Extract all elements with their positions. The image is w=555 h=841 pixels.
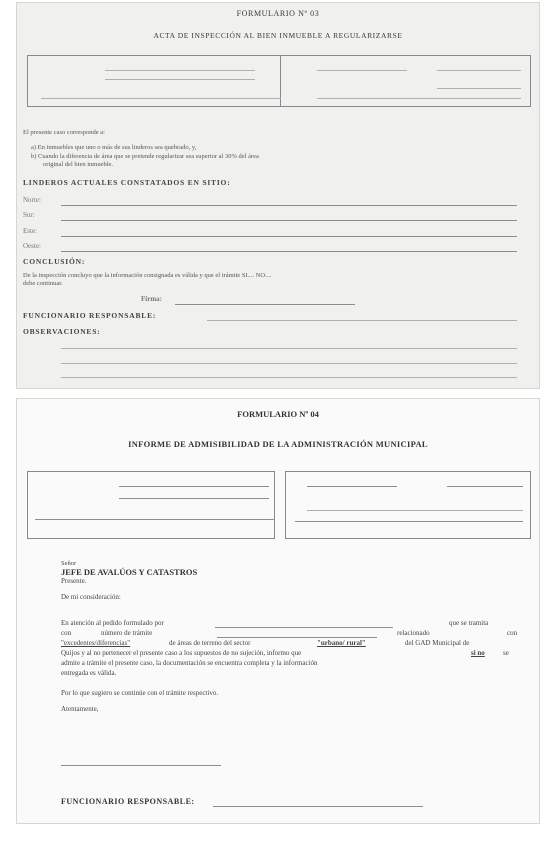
- form-04-box-field[interactable]: [295, 521, 523, 522]
- form-04-p1-e: relacionado: [397, 629, 430, 637]
- form-03-este-field[interactable]: [61, 236, 517, 237]
- form-04-box-field[interactable]: [119, 498, 269, 499]
- form-04-p1-line3-se: se: [503, 649, 509, 657]
- form-03-firma-field[interactable]: [175, 304, 355, 305]
- form-03-observaciones-line[interactable]: [61, 377, 517, 378]
- form-04-greeting: De mi consideración:: [61, 593, 121, 601]
- form-03-observaciones-line[interactable]: [61, 348, 517, 349]
- form-04-presente: Presente.: [61, 577, 87, 585]
- form-03-oeste-field[interactable]: [61, 251, 517, 252]
- form-04-p1-line3-sino: si no: [471, 649, 485, 657]
- form-04-box-field[interactable]: [447, 486, 523, 487]
- form-04-solicitante-field[interactable]: [215, 627, 393, 628]
- form-03-este-label: Este:: [23, 227, 37, 235]
- form-03-box-field[interactable]: [317, 70, 407, 71]
- form-04-p1-line5: entregada es válida.: [61, 669, 117, 677]
- form-03-title: ACTA DE INSPECCIÓN AL BIEN INMUEBLE A REGULARIZARSE: [153, 31, 403, 40]
- form-03-box-field[interactable]: [41, 98, 281, 99]
- form-03-oeste-label: Oeste:: [23, 242, 41, 250]
- form-04-p1-i: "urbano/ rural": [317, 639, 366, 647]
- form-04-left-box: [27, 471, 275, 539]
- form-03-box-field[interactable]: [437, 70, 521, 71]
- form-04-p1-a: En atención al pedido formulado por: [61, 619, 164, 627]
- form-03-box-field[interactable]: [105, 70, 255, 71]
- form-03-conclusion-heading: CONCLUSIÓN:: [23, 257, 86, 266]
- form-04-p1-g: "excedentes/diferencias": [61, 639, 131, 647]
- form-04-p1-j: del GAD Municipal de: [405, 639, 470, 647]
- form-03-option-b-cont: original del bien inmueble.: [43, 161, 114, 168]
- form-03-option-a: a) En inmuebles que uno o más de sus linderos sea quebrado, y,: [31, 144, 197, 151]
- form-03-linderos-heading: LINDEROS ACTUALES CONSTATADOS EN SITIO:: [23, 178, 231, 187]
- form-03-option-b: b) Cuando la diferencia de área que se pretende regularizar sea superior al 30% del área: [31, 153, 259, 160]
- form-04-box-field[interactable]: [307, 486, 397, 487]
- form-04-box-field[interactable]: [119, 486, 269, 487]
- form-03-funcionario-label: FUNCIONARIO RESPONSABLE:: [23, 311, 157, 320]
- form-03-box-field[interactable]: [317, 98, 521, 99]
- form-03-conclusion-text-cont: debe continuar.: [23, 280, 63, 287]
- form-04-title: INFORME DE ADMISIBILIDAD DE LA ADMINISTRACIÓN MUNICIPAL: [128, 439, 428, 449]
- form-04-closing: Atentamente,: [61, 705, 99, 713]
- form-04-box-field[interactable]: [307, 510, 523, 511]
- form-04-right-box: [285, 471, 531, 539]
- form-03-page: [16, 2, 540, 389]
- form-03-box-field[interactable]: [105, 79, 255, 80]
- form-04-p1-c: con: [61, 629, 72, 637]
- form-04-p1-line4: admite a trámite el presente caso, la documentación se encuentra completa y la información: [61, 659, 318, 667]
- form-04-p1-line3: Quijos y al no pertenecer el presente caso a los supuestos de no sujeción, informo que: [61, 649, 302, 657]
- form-03-intro: El presente caso corresponde a:: [23, 129, 105, 136]
- form-03-norte-label: Norte:: [23, 196, 41, 204]
- form-03-sur-label: Sur:: [23, 211, 35, 219]
- form-04-box-field[interactable]: [35, 519, 275, 520]
- form-03-norte-field[interactable]: [61, 205, 517, 206]
- form-03-conclusion-text: De la inspección concluyo que la información consignada es válida y que el trámite SI.... NO....: [23, 272, 272, 279]
- form-03-header-box: [27, 55, 531, 107]
- form-03-number: FORMULARIO Nº 03: [236, 9, 320, 18]
- form-03-firma-label: Firma:: [141, 295, 162, 303]
- form-04-tramite-field[interactable]: [217, 637, 377, 638]
- form-04-senor: Señor: [61, 560, 77, 567]
- form-03-sur-field[interactable]: [61, 220, 517, 221]
- form-04-p1-d: número de trámite: [101, 629, 153, 637]
- form-04-funcionario-field[interactable]: [213, 806, 423, 807]
- form-03-funcionario-field[interactable]: [207, 320, 517, 321]
- form-04-p1-h: de áreas de terreno del sector: [169, 639, 251, 647]
- form-04-recipient: JEFE DE AVALÚOS Y CATASTROS: [61, 567, 198, 577]
- form-03-box-field[interactable]: [437, 88, 521, 89]
- form-04-p1-f: con: [507, 629, 518, 637]
- form-04-page: [16, 398, 540, 824]
- form-04-p1-b: que se tramita: [449, 619, 489, 627]
- form-04-number: FORMULARIO Nº 04: [237, 409, 319, 419]
- form-04-p2: Por lo que sugiero se continúe con el trámite respectivo.: [61, 689, 219, 697]
- form-03-observaciones-line[interactable]: [61, 363, 517, 364]
- form-04-funcionario-label: FUNCIONARIO RESPONSABLE:: [61, 797, 195, 806]
- form-04-signature-line[interactable]: [61, 765, 221, 766]
- form-03-observaciones-label: OBSERVACIONES:: [23, 327, 101, 336]
